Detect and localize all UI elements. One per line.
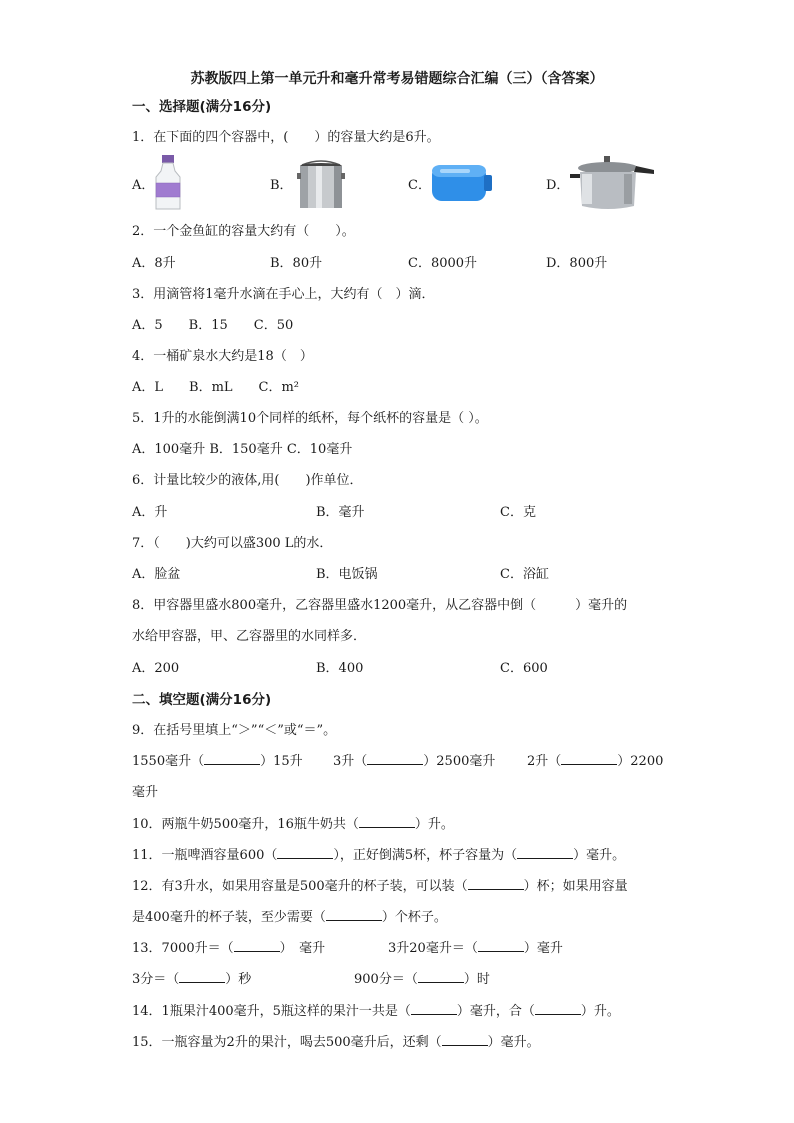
q8-option-c: C．600 (500, 661, 548, 676)
answer-blank[interactable] (277, 848, 333, 859)
question-4: 4．一桶矿泉水大约是18（ ） (132, 349, 313, 364)
answer-blank[interactable] (179, 972, 225, 983)
question-14: 14．1瓶果汁400毫升，5瓶这样的果汁一共是（ ）毫升，合（ ）升。 (132, 1004, 620, 1019)
question-11: 11．一瓶啤酒容量600（ ），正好倒满5杯，杯子容量为（ ）毫升。 (132, 848, 626, 863)
q9-item-a: 1550毫升（ ）15升 (132, 754, 303, 769)
q7-option-c: C．浴缸 (500, 567, 549, 582)
question-12-line-1: 12．有3升水，如果用容量是500毫升的杯子装，可以装（ ）杯；如果用容量 (132, 879, 628, 894)
question-13-item-b: 3升20毫升＝（ ）毫升 (388, 941, 563, 956)
q1-option-d: D． (546, 178, 570, 193)
q3-options: A．5 B．15 C．50 (132, 318, 294, 333)
q9-item-c-unit: 毫升 (132, 785, 159, 800)
question-3: 3．用滴管将1毫升水滴在手心上，大约有（ ）滴． (132, 287, 435, 302)
answer-blank[interactable] (517, 848, 573, 859)
answer-blank[interactable] (442, 1035, 488, 1046)
q7-option-b: B．电饭锅 (316, 567, 378, 582)
q8-option-b: B．400 (316, 661, 364, 676)
question-8-line-2: 水给甲容器，甲、乙容器里的水同样多． (132, 629, 367, 644)
section-heading-fill: 二、填空题(满分16分) (132, 692, 272, 708)
q5-options: A．100毫升 B．150毫升 C．10毫升 (132, 442, 353, 457)
question-5: 5．1升的水能倒满10个同样的纸杯，每个纸杯的容量是（ ）。 (132, 411, 488, 426)
q9-item-c: 2升（ ）2200 (527, 754, 664, 769)
answer-blank[interactable] (535, 1004, 581, 1015)
question-13-item-c: 3分＝（ ）秒 (132, 972, 252, 987)
q8-option-a: A．200 (132, 661, 180, 676)
answer-blank[interactable] (478, 941, 524, 952)
question-13-item-a: 13．7000升＝（ ） 毫升 (132, 941, 326, 956)
question-12-line-2: 是400毫升的杯子装，至少需要（ ）个杯子。 (132, 910, 447, 925)
q4-options: A．L B．mL C．m² (132, 380, 300, 395)
answer-blank[interactable] (326, 910, 382, 921)
q1-option-a: A． (132, 178, 155, 193)
q6-option-a: A．升 (132, 505, 168, 520)
answer-blank[interactable] (359, 817, 415, 828)
q2-option-b: B．80升 (270, 256, 323, 271)
section-heading-choice: 一、选择题(满分16分) (132, 99, 272, 115)
question-10: 10．两瓶牛奶500毫升，16瓶牛奶共（ ）升。 (132, 817, 454, 832)
question-1: 1．在下面的四个容器中，( ）的容量大约是6升。 (132, 130, 440, 145)
answer-blank[interactable] (411, 1004, 457, 1015)
q1-option-b: B． (270, 178, 293, 193)
q2-option-a: A．8升 (132, 256, 176, 271)
answer-blank[interactable] (561, 754, 617, 765)
question-6: 6．计量比较少的液体,用( )作单位． (132, 473, 363, 488)
pressure-cooker-icon (568, 154, 656, 214)
question-2: 2．一个金鱼缸的容量大约有（ ）。 (132, 224, 355, 239)
answer-blank[interactable] (367, 754, 423, 765)
question-7: 7．（ )大约可以盛300 L的水． (132, 536, 333, 551)
q6-option-c: C．克 (500, 505, 536, 520)
q9-item-b: 3升（ ）2500毫升 (333, 754, 496, 769)
answer-blank[interactable] (234, 941, 280, 952)
q6-option-b: B．毫升 (316, 505, 365, 520)
page-title: 苏教版四上第一单元升和毫升常考易错题综合汇编（三）（含答案） (190, 71, 604, 87)
answer-blank[interactable] (418, 972, 464, 983)
question-13-item-d: 900分＝（ ）时 (354, 972, 490, 987)
water-barrel-icon (430, 161, 494, 205)
answer-blank[interactable] (468, 879, 524, 890)
q7-option-a: A．脸盆 (132, 567, 181, 582)
question-8-line-1: 8．甲容器里盛水800毫升，乙容器里盛水1200毫升，从乙容器中倒（ ）毫升的 (132, 598, 628, 613)
bottle-icon (150, 153, 186, 213)
question-9: 9．在括号里填上“＞”“＜”或“＝”。 (132, 723, 337, 738)
bucket-icon (294, 157, 348, 211)
q2-option-c: C．8000升 (408, 256, 478, 271)
question-15: 15．一瓶容量为2升的果汁，喝去500毫升后，还剩（ ）毫升。 (132, 1035, 540, 1050)
q2-option-d: D．800升 (546, 256, 608, 271)
answer-blank[interactable] (204, 754, 260, 765)
q1-option-c: C． (408, 178, 431, 193)
